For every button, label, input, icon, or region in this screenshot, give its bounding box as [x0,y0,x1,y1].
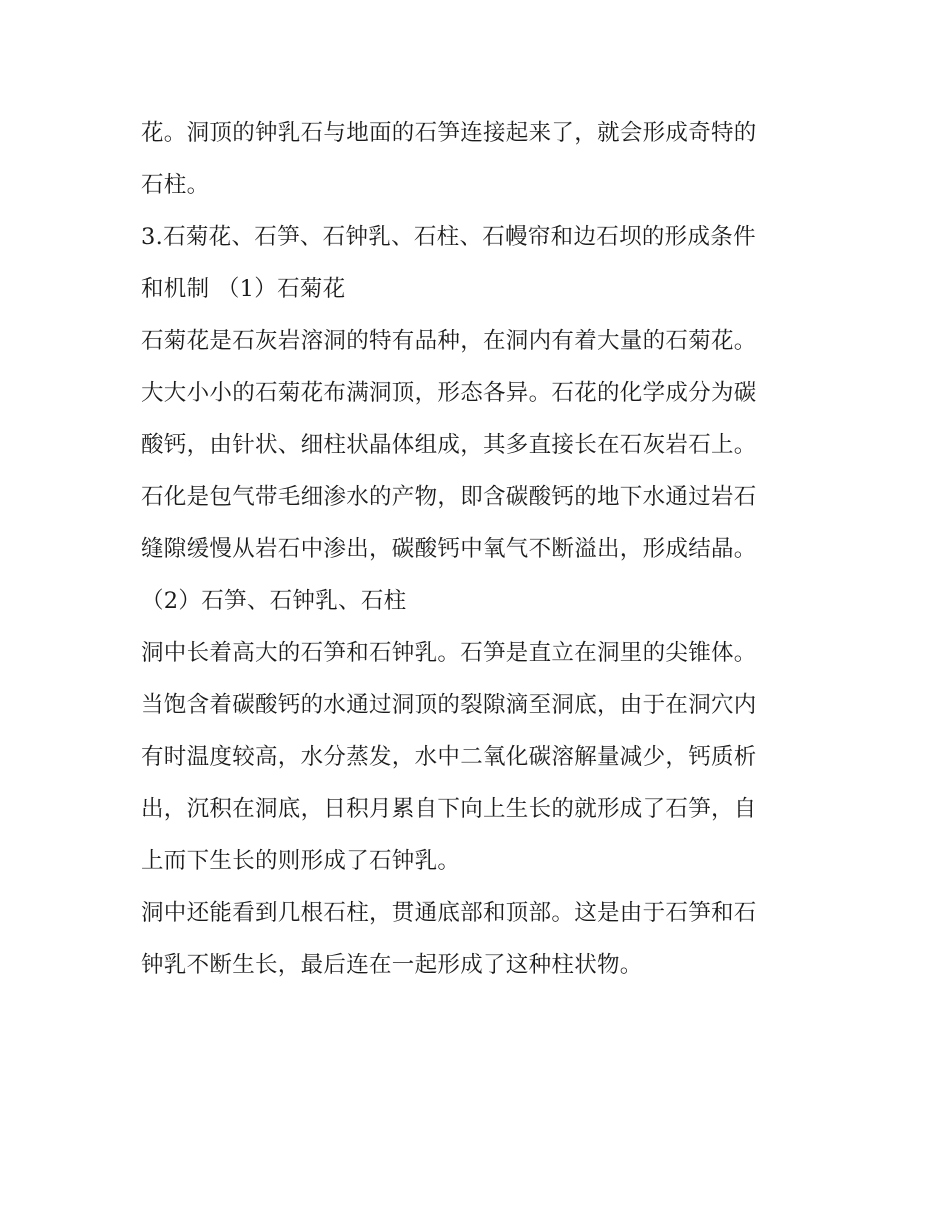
text-line: 洞中长着高大的石笋和石钟乳。石笋是直立在洞里的尖锥体。 [141,640,757,666]
text-line: 缝隙缓慢从岩石中渗出，碳酸钙中氧气不断溢出，形成结晶。 [141,536,757,562]
section-heading: 3.石菊花、石笋、石钟乳、石柱、石幔帘和边石坝的形成条件 [141,224,756,250]
text-line: 花。洞顶的钟乳石与地面的石笋连接起来了，就会形成奇特的 [141,120,757,146]
subsection-heading: （2）石笋、石钟乳、石柱 [141,588,407,614]
text-line: 石化是包气带毛细渗水的产物，即含碳酸钙的地下水通过岩石 [141,484,757,510]
section-heading: 和机制 （1）石菊花 [141,276,346,302]
text-line: 酸钙，由针状、细柱状晶体组成，其多直接长在石灰岩石上。 [141,432,757,458]
text-line: 有时温度较高，水分蒸发，水中二氧化碳溶解量减少，钙质析 [141,744,757,770]
text-line: 石菊花是石灰岩溶洞的特有品种，在洞内有着大量的石菊花。 [141,328,757,354]
text-line: 当饱含着碳酸钙的水通过洞顶的裂隙滴至洞底，由于在洞穴内 [141,692,757,718]
text-line: 大大小小的石菊花布满洞顶，形态各异。石花的化学成分为碳 [141,380,757,406]
text-line: 出，沉积在洞底，日积月累自下向上生长的就形成了石笋，自 [141,796,757,822]
text-line: 洞中还能看到几根石柱，贯通底部和顶部。这是由于石笋和石 [141,900,757,926]
body-text [141,107,821,991]
text-line: 上而下生长的则形成了石钟乳。 [141,848,461,874]
text-line: 石柱。 [141,172,210,198]
text-line: 钟乳不断生长，最后连在一起形成了这种柱状物。 [141,952,643,978]
